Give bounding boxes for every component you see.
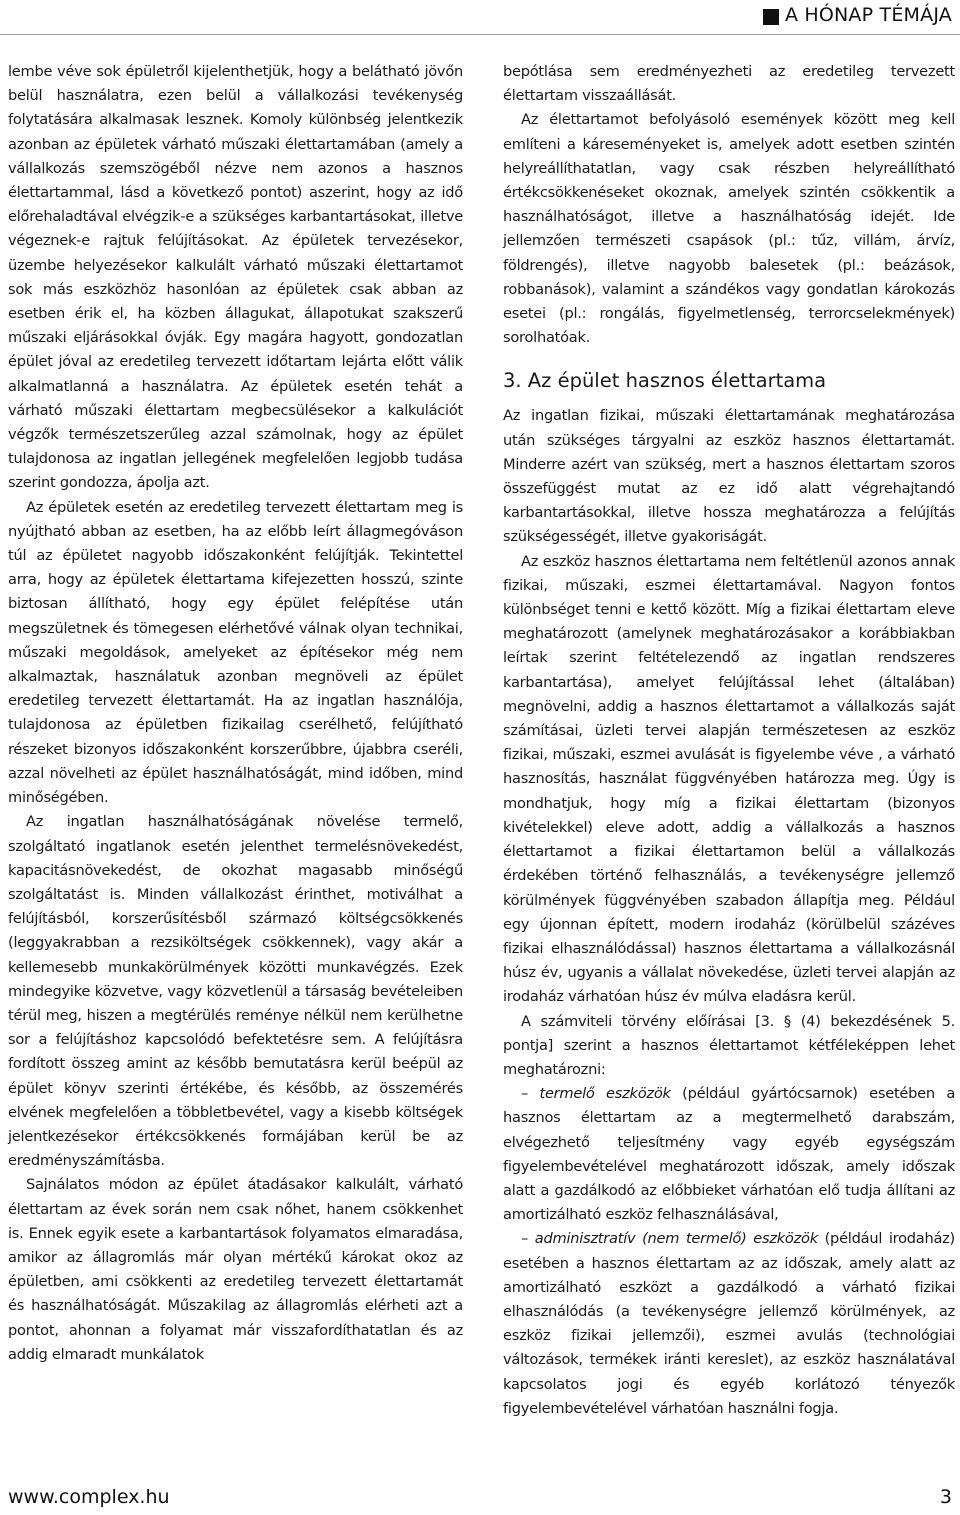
list-term: termelő eszközök [539,1085,671,1103]
section-heading: 3. Az épület hasznos élettartama [503,369,827,393]
left-column [8,60,463,1367]
paragraph: Az épületek esetén az eredetileg tervezett élettartam meg is nyújtható abban az esetben, ha az előbb leírt állagmegóváson túl az épületet nagyobb időszakonként felújítják. Tekintettel arra, hogy az épületek élettartama kifejezetten hosszú, szinte biztosan állítható, hogy egy épület felépítése után megszületnek és tömegesen elérhetővé válnak olyan technikai, műszaki megoldások, amelyeket az építésekor még nem alkalmaztak, használatuk azonban megnöveli az épület eredetileg tervezett élettartamát. Ha az ingatlan használója, tulajdonosa az épületben fizikailag cserélhető, felújítható részeket bizonyos időszakonként korszerűbbre, újabbra cseréli, azzal növelheti az épület használhatóságát, mind időben, mind minőségében. [8,498,463,807]
section-title: A HÓNAP TÉMÁJA [784,4,952,26]
paragraph: A számviteli törvény előírásai [3. § (4) bekezdésének 5. pontja] szerint a hasznos élettartamot kétféleképpen lehet meghatározni: [503,1012,955,1078]
list-text: (például irodaház) esetében a hasznos élettartam az az időszak, amely alatt az amortizálható eszközt a gazdálkodó a várható fizikai elhasználódás (a tevékenységre jellemző körülmények, az eszköz fizikai jellemzői), eszmei avulás (technológiai változások, termékek iránti kereslet), az eszköz használatával kapcsolatos jogi és egyéb korlátozó tényezők figyelembevételével várhatóan használni fogja. [503,1230,955,1417]
list-item [503,1227,955,1421]
page-number: 3 [939,1486,952,1508]
right-column [503,60,955,1421]
paragraph: Az ingatlan fizikai, műszaki élettartamának meghatározása után szükséges tárgyalni az eszköz hasznos élettartamát. Minderre azért van szükség, mert a hasznos élettartam szoros összefüggést mutat az ez idő alatt végrehajtandó karbantartásokkal, illetve hossza meghatározza a felújítás szükségességét, illetve gyakoriságát. [503,407,955,546]
paragraph: lembe véve sok épületről kijelenthetjük, hogy a belátható jövőn belül használatra, ezen belül a vállalkozási tevékenység folytatására alkalmasak lesznek. Komoly különbség jelentkezik azonban az épületek várható műszaki élettartamában (amely a vállalkozás szemszögéből nézve nem azonos a hasznos élettartammal, lásd a következő pontot) aszerint, hogy az idő előrehaladtával elvégzik-e a szükséges karbantartásokat, illetve végeznek-e rajtuk felújításokat. Az épületek tervezésekor, üzembe helyezésekor kalkulált várható műszaki élettartamot sok más eszközhöz hasonlóan az épületek csak abban az esetben érik el, ha közben állagukat, állapotukat szakszerű műszaki eljárásokkal óvják. Egy magára hagyott, gondozatlan épület jóval az eredetileg tervezett időtartam lejárta előtt válik alkalmatlanná a használatra. Az épületek esetén tehát a várható műszaki élettartam megbecsülésekor a kalkulációt végzők természetszerűleg azzal számolnak, hogy az épület tulajdonosa az ingatlan jellegének megfelelően legjobb tudása szerint gondozza, ápolja azt. [8,63,463,492]
list-dash: – [521,1085,529,1103]
list-item [503,1082,955,1227]
header-square-icon [763,9,779,25]
paragraph: Az ingatlan használhatóságának növelése termelő, szolgáltató ingatlanok esetén jelenthet termelésnövekedést, kapacitásnövekedést, de okozhat magasabb minőségű szolgáltatást is. Minden vállalkozást érinthet, motiválhat a felújításból, korszerűsítésből származó költségcsökkenés (leggyakrabban a rezsiköltségek csökkennek), vagy akár a kellemesebb munkakörülmények közötti munkavégzés. Ezek mindegyike közvetve, vagy közvetlenül a társaság bevételeiben térül meg, hiszen a megtérülés reménye nélkül nem kerülhetne sor a felújításhoz kapcsolódó befektetésre sem. A felújításra fordított összeg amint az később bemutatásra kerül beépül az épület könyv szerinti értékébe, és később, az összemérés elvének megfelelően a többletbevétel, vagy a kisebb költségek jelentkezésekor értékcsökkenés formájában kerül be az eredményszámításba. [8,813,463,1170]
list-dash: – [521,1230,529,1248]
paragraph: bepótlása sem eredményezheti az eredetileg tervezett élettartam visszaállását. [503,63,955,105]
paragraph: Az eszköz hasznos élettartama nem feltétlenül azonos annak fizikai, műszaki, eszmei élettartamával. Nagyon fontos különbséget tenni e kettő között. Míg a fizikai élettartam eleve meghatározott (amelynek meghatározásakor a korábbiakban leírtak szerint feltételezendő az ingatlan rendszeres karbantartása), amelyet felújítással lehet (általában) megnövelni, addig a hasznos élettartamot a vállalkozás saját számításai, üzleti tervei alapján természetesen az eszköz fizikai, műszaki, eszmei avulását is figyelembe véve , a várható hasznosítás, használat függvényében határozza meg. Úgy is mondhatjuk, hogy míg a fizikai élettartam (bizonyos kivételekkel) eleve adott, addig a vállalkozás a hasznos élettartamot a fizikai élettartamon belül a vállalkozás érdekében történő felhasználás, a tevékenységre jellemző körülmények függvényében szabadon állapítja meg. Például egy újonnan épített, modern irodaház (körülbelül százéves fizikai elhasználódással) hasznos élettartama a vállalkozásnál húsz év, ugyanis a vállalat növekedése, üzleti tervei alapján az irodaház várhatóan húsz év múlva eladásra kerül. [503,552,955,1006]
header-divider [0,34,960,35]
page-header [0,0,960,38]
paragraph: Sajnálatos módon az épület átadásakor kalkulált, várható élettartam az évek során nem csak nőhet, hanem csökkenhet is. Ennek egyik esete a karbantartások folyamatos elmaradása, amikor az állagromlás már olyan mértékű károkat okoz az épületben, ami csökkenti az eredetileg tervezett élettartamát és használhatóságát. Műszakilag az állagromlás elérheti azt a pontot, ahonnan a folyamat már visszafordíthatatlan és az addig elmaradt munkálatok [8,1176,463,1363]
paragraph: Az élettartamot befolyásoló események között meg kell említeni a káreseményeket is, amelyek adott esetben szintén helyreállíthatatlan, vagy csak részben helyreállítható értékcsökkenéseket okoznak, amelyek szintén csökkentik a használhatóságot, illetve a használhatóság idejét. Ide jellemzően természeti csapások (pl.: tűz, villám, árvíz, földrengés), illetve nagyobb balesetek (pl.: beázások, robbanások), valamint a szándékos vagy gondatlan károkozás esetei (pl.: rongálás, figyelmetlenség, terrorcselekmények) sorolhatóak. [503,111,955,347]
footer-url: www.complex.hu [8,1486,170,1508]
list-term: adminisztratív (nem termelő) eszközök [534,1230,818,1248]
list-text: (például gyártócsarnok) esetében a hasznos élettartam az a megtermelhető darabszám, elvégezhető teljesítmény vagy egyéb egységszám figyelembevételével meghatározott időszak, amely időszak alatt a gazdálkodó az előbbieket várhatóan elő tudja állítani az amortizálható eszköz felhasználásával, [503,1085,956,1224]
